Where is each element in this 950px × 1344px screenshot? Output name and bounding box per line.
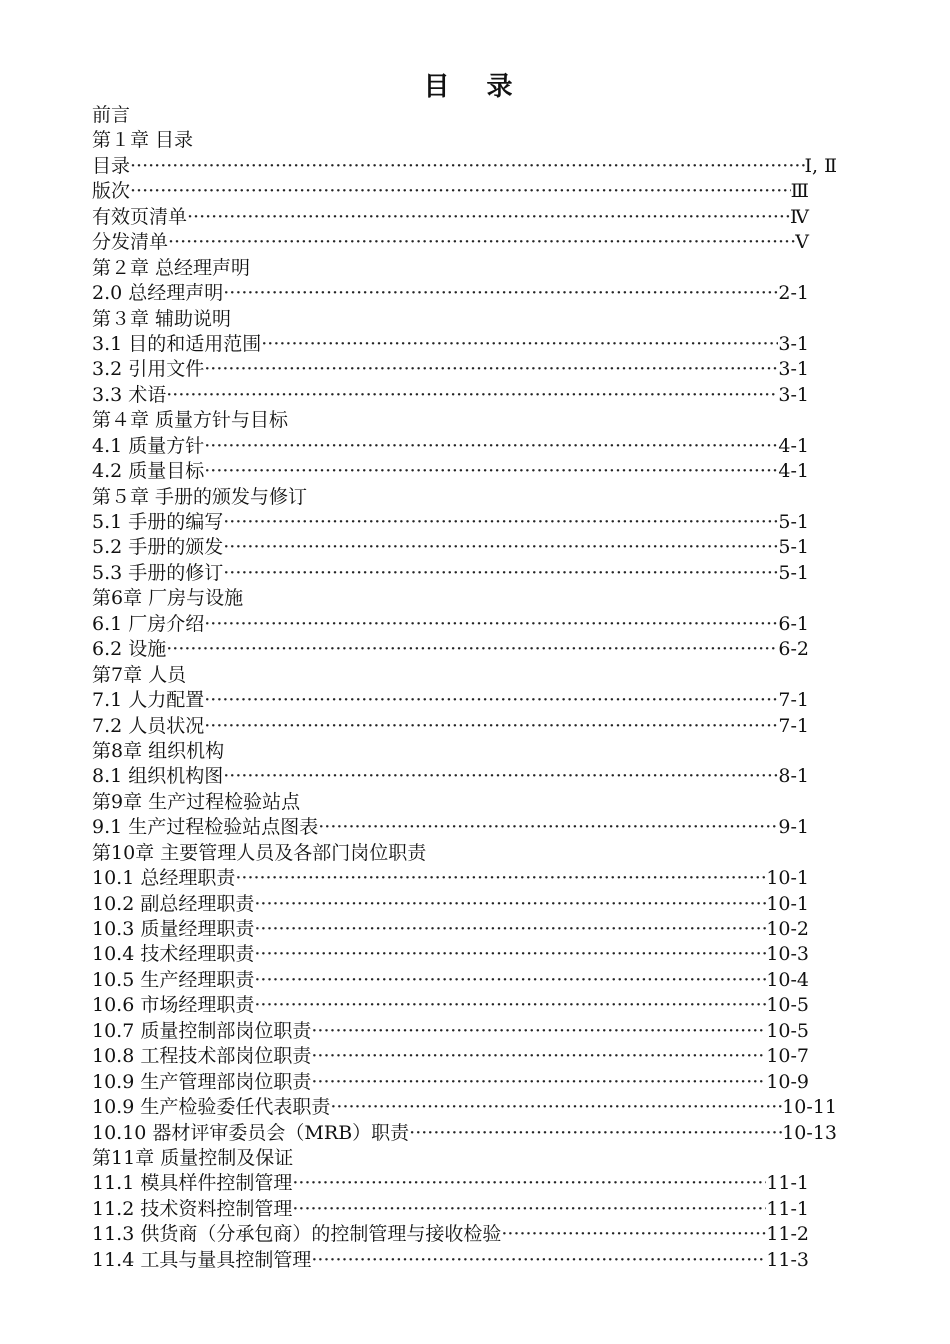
toc-entry — [92, 866, 837, 891]
toc-entry-text: 10.5 生产经理职责 — [92, 968, 255, 991]
toc-entry-text: 10.9 生产检验委任代表职责 — [92, 1096, 331, 1119]
toc-entry-text: 8.1 组织机构图 — [92, 765, 224, 788]
toc-entry — [92, 1019, 837, 1044]
toc-entry — [92, 1248, 837, 1273]
toc-entry — [92, 205, 837, 230]
toc-dot-leader — [168, 230, 795, 255]
toc-entry-text: 有效页清单 — [92, 205, 188, 228]
toc-entry-text: 分发清单 — [92, 231, 169, 254]
toc-dot-leader — [166, 637, 778, 662]
toc-entry-text: 5.1 手册的编写 — [92, 511, 224, 533]
toc-page-number: 11-1 — [766, 1197, 809, 1220]
toc-dot-leader — [311, 1248, 766, 1273]
toc-entry-text: 版次 — [92, 180, 131, 203]
toc-dot-leader — [409, 1121, 782, 1146]
toc-entry-text: 3.3 术语 — [92, 383, 167, 406]
toc-dot-leader — [254, 993, 766, 1018]
toc-entry-text: 11.3 供货商（分承包商）的控制管理与接收检验 — [92, 1223, 502, 1246]
toc-entry-text: 10.3 质量经理职责 — [92, 918, 255, 940]
toc-chapter-heading — [92, 485, 837, 510]
toc-entry — [92, 942, 837, 967]
toc-page-number: 7-1 — [778, 689, 809, 712]
toc-page-number: 10-1 — [766, 867, 809, 890]
toc-entry — [92, 1197, 837, 1222]
toc-page-number: 10-4 — [766, 968, 809, 991]
toc-dot-leader — [204, 459, 778, 484]
toc-dot-leader — [292, 1197, 766, 1222]
toc-page-number: 7-1 — [778, 714, 809, 737]
toc-dot-leader — [223, 510, 778, 535]
toc-page-number: 4-1 — [778, 434, 809, 457]
toc-entry — [92, 179, 837, 204]
toc-entry-text: 10.7 质量控制部岗位职责 — [92, 1019, 312, 1042]
toc-dot-leader — [235, 866, 766, 891]
toc-entry-text: 4.2 质量目标 — [92, 460, 205, 483]
toc-entry — [92, 637, 837, 662]
toc-entry — [92, 332, 837, 357]
toc-page-number: 11-3 — [766, 1248, 809, 1271]
toc-entry-text: 10.1 总经理职责 — [92, 867, 236, 890]
toc-dot-leader — [292, 1171, 766, 1196]
toc-entry-text: 9.1 生产过程检验站点图表 — [92, 816, 319, 839]
toc-page-number: 10-9 — [766, 1070, 809, 1093]
toc-entry-text: 第10章 主要管理人员及各部门岗位职责 — [92, 841, 427, 864]
toc-dot-leader — [204, 612, 778, 637]
toc-entry-text: 第３章 辅助说明 — [92, 307, 232, 330]
toc-entry — [92, 154, 837, 179]
toc-chapter-heading — [92, 739, 837, 764]
toc-entry-text: 11.1 模具样件控制管理 — [92, 1172, 293, 1195]
toc-chapter-heading — [92, 1146, 837, 1171]
toc-entry — [92, 612, 837, 637]
toc-entry — [92, 535, 837, 560]
toc-dot-leader — [254, 917, 766, 942]
toc-page-number: 10-5 — [766, 1019, 809, 1042]
toc-chapter-heading — [92, 790, 837, 815]
toc-dot-leader — [187, 205, 790, 230]
toc-page-number: 9-1 — [778, 816, 809, 839]
toc-entry-text: 10.9 生产管理部岗位职责 — [92, 1070, 312, 1093]
toc-page-number: 11-1 — [766, 1172, 809, 1195]
toc-dot-leader — [223, 281, 778, 306]
toc-page-number: 6-1 — [778, 612, 809, 635]
toc-entry-text: 10.10 器材评审委员会（MRB）职责 — [92, 1121, 410, 1144]
toc-chapter-heading — [92, 586, 837, 611]
toc-entry-text: 10.4 技术经理职责 — [92, 943, 255, 966]
toc-chapter-heading — [92, 408, 837, 433]
toc-page-number: 10-7 — [766, 1045, 809, 1068]
toc-entry — [92, 714, 837, 739]
toc-entry-text: 11.2 技术资料控制管理 — [92, 1197, 293, 1220]
toc-page-number: 10-5 — [766, 994, 809, 1017]
toc-entry-text: 4.1 质量方针 — [92, 434, 205, 457]
toc-dot-leader — [223, 535, 778, 560]
toc-entry-text: 3.1 目的和适用范围 — [92, 332, 262, 355]
toc-entry-text: 第8章 组织机构 — [92, 739, 225, 762]
toc-page-number: Ⅳ — [790, 205, 809, 228]
toc-page-number: 6-2 — [778, 638, 809, 661]
toc-entry — [92, 281, 837, 306]
toc-dot-leader — [311, 1070, 766, 1095]
page-title: 目 录 — [423, 72, 527, 102]
toc-entry-text: 7.2 人员状况 — [92, 714, 205, 737]
toc-page-number: 3-1 — [778, 332, 809, 355]
toc-dot-leader — [166, 383, 778, 408]
toc-entry-text: 前言 — [92, 104, 131, 126]
toc-entry — [92, 1121, 837, 1146]
toc-entry — [92, 993, 837, 1018]
toc-page-number: 5-1 — [778, 536, 809, 559]
toc-entry-text: 第１章 目录 — [92, 129, 194, 152]
toc-entry-text: 第7章 人员 — [92, 663, 187, 686]
toc-entry-text: 第５章 手册的颁发与修订 — [92, 485, 308, 508]
toc-entry — [92, 892, 837, 917]
toc-chapter-heading — [92, 256, 837, 281]
toc-entry — [92, 1070, 837, 1095]
toc-dot-leader — [501, 1222, 766, 1247]
toc-entry-text: 6.2 设施 — [92, 638, 167, 661]
toc-dot-leader — [254, 968, 766, 993]
toc-dot-leader — [311, 1019, 766, 1044]
toc-entry-text: 第２章 总经理声明 — [92, 256, 251, 279]
toc-page-number: 10-2 — [766, 918, 809, 940]
toc-dot-leader — [318, 815, 778, 840]
toc-chapter-heading — [92, 103, 837, 128]
toc-dot-leader — [204, 357, 778, 382]
toc-dot-leader — [261, 332, 778, 357]
toc-entry — [92, 510, 837, 535]
toc-entry — [92, 764, 837, 789]
toc-page-number: 5-1 — [778, 561, 809, 584]
toc-dot-leader — [130, 179, 791, 204]
toc-chapter-heading — [92, 841, 837, 866]
toc-entry-text: 10.2 副总经理职责 — [92, 892, 255, 915]
toc-entry-text: 第9章 生产过程检验站点 — [92, 790, 301, 813]
toc-dot-leader — [223, 561, 778, 586]
toc-entry-text: 目录 — [92, 154, 131, 177]
toc-dot-leader — [204, 434, 778, 459]
toc-dot-leader — [311, 1044, 766, 1069]
toc-list — [92, 103, 837, 1273]
toc-entry — [92, 561, 837, 586]
toc-entry-text: 6.1 厂房介绍 — [92, 612, 205, 635]
toc-entry — [92, 1095, 837, 1120]
toc-entry — [92, 357, 837, 382]
toc-entry-text: 第11章 质量控制及保证 — [92, 1146, 294, 1169]
toc-entry — [92, 383, 837, 408]
toc-entry-text: 5.3 手册的修订 — [92, 561, 224, 584]
toc-page-number: 3-1 — [778, 383, 809, 406]
toc-entry — [92, 815, 837, 840]
toc-dot-leader — [330, 1095, 782, 1120]
toc-page-number: Ⅲ — [790, 180, 809, 203]
toc-entry-text: 2.0 总经理声明 — [92, 282, 224, 305]
toc-page-number: 5-1 — [778, 511, 809, 533]
toc-page-number: 10-13 — [782, 1121, 837, 1144]
toc-page-number: 10-11 — [782, 1096, 837, 1119]
toc-page-number: 3-1 — [778, 358, 809, 381]
toc-entry — [92, 688, 837, 713]
toc-entry-text: 5.2 手册的颁发 — [92, 536, 224, 559]
toc-dot-leader — [223, 764, 778, 789]
toc-chapter-heading — [92, 128, 837, 153]
toc-entry — [92, 1044, 837, 1069]
toc-entry — [92, 917, 837, 942]
toc-chapter-heading — [92, 663, 837, 688]
toc-entry-text: 11.4 工具与量具控制管理 — [92, 1248, 312, 1271]
toc-page-number: 10-3 — [766, 943, 809, 966]
toc-entry-text: 第6章 厂房与设施 — [92, 587, 244, 610]
toc-dot-leader — [204, 714, 778, 739]
toc-page-number: Ⅴ — [795, 231, 809, 254]
toc-entry-text: 第４章 质量方针与目标 — [92, 409, 289, 432]
toc-entry — [92, 968, 837, 993]
toc-page-number: 2-1 — [778, 282, 809, 305]
toc-entry — [92, 459, 837, 484]
toc-entry — [92, 434, 837, 459]
toc-page-number: 11-2 — [766, 1223, 809, 1246]
toc-dot-leader — [254, 892, 766, 917]
toc-page-number: 10-1 — [766, 892, 809, 915]
toc-dot-leader — [204, 688, 778, 713]
toc-entry-text: 3.2 引用文件 — [92, 358, 205, 381]
toc-page-number: 8-1 — [778, 765, 809, 788]
toc-entry — [92, 1222, 837, 1247]
toc-dot-leader — [254, 942, 766, 967]
toc-chapter-heading — [92, 307, 837, 332]
toc-dot-leader — [130, 154, 804, 179]
toc-entry-text: 7.1 人力配置 — [92, 689, 205, 712]
toc-entry-text: 10.8 工程技术部岗位职责 — [92, 1045, 312, 1068]
toc-page-number: 4-1 — [778, 460, 809, 483]
toc-page-number: Ⅰ, Ⅱ — [804, 154, 837, 177]
toc-entry-text: 10.6 市场经理职责 — [92, 994, 255, 1017]
toc-entry — [92, 230, 837, 255]
toc-entry — [92, 1171, 837, 1196]
